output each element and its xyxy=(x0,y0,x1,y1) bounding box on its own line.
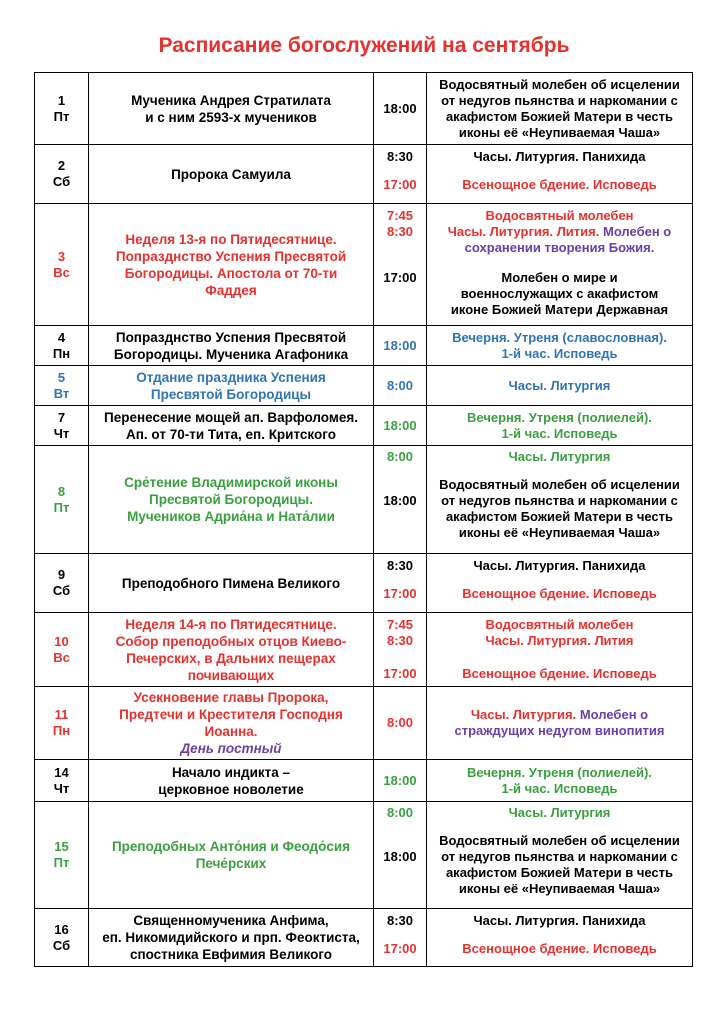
feast-line: Мучеников Адриа́на и Ната́лии xyxy=(127,509,335,524)
service-line: военнослужащих с акафистом xyxy=(460,286,659,301)
service-cell xyxy=(427,760,693,802)
service-part: Молебен о xyxy=(602,224,672,239)
day-number: 7 xyxy=(57,409,66,425)
day-number: 15 xyxy=(54,839,69,854)
time-cell xyxy=(374,687,427,760)
feast-line: Попразднство Успения Пресвятой xyxy=(115,329,347,345)
service-line: Всенощное бдение. Исповедь xyxy=(462,177,657,192)
time-cell xyxy=(374,613,427,687)
service-cell xyxy=(427,554,693,613)
weekday: Сб xyxy=(52,174,71,189)
service-line: Водосвятный молебен xyxy=(485,208,634,223)
time-cell xyxy=(374,204,427,326)
feast-line: Пече́рских xyxy=(195,856,267,871)
table-row xyxy=(35,73,693,145)
service-line: Вечерня. Утреня (полиелей). xyxy=(467,764,652,780)
table-row xyxy=(35,446,693,554)
feast-line: спостника Евфимия Великого xyxy=(129,947,333,962)
service-cell xyxy=(427,204,693,326)
service-line: Всенощное бдение. Исповедь xyxy=(462,586,657,601)
service-cell xyxy=(427,802,693,909)
weekday: Сб xyxy=(52,937,71,953)
feast-line: Пророка Самуила xyxy=(171,166,291,182)
weekday: Вс xyxy=(53,264,70,280)
service-line: иконы её «Неупиваемая Чаша» xyxy=(458,124,661,140)
feast-line: Неделя 13-я по Пятидесятнице. xyxy=(125,231,337,247)
service-line: иконы её «Неупиваемая Чаша» xyxy=(458,881,661,896)
day-cell xyxy=(35,613,89,687)
table-row xyxy=(35,145,693,204)
service-cell xyxy=(427,613,693,687)
table-row xyxy=(35,802,693,909)
service-line: 1-й час. Исповедь xyxy=(501,425,618,441)
day-number: 5 xyxy=(57,369,66,385)
day-cell xyxy=(35,204,89,326)
service-line: Часы. Литургия xyxy=(508,377,611,393)
time: 18:00 xyxy=(383,417,417,433)
feast-line: Отдание праздника Успения xyxy=(136,369,326,385)
service-line: Вечерня. Утреня (славословная). xyxy=(452,329,667,345)
service-part: Молебен о xyxy=(579,707,649,722)
service-line: акафистом Божией Матери в честь xyxy=(445,509,674,524)
weekday: Пт xyxy=(53,499,70,515)
feast-cell xyxy=(89,909,374,967)
feast-line: Фаддея xyxy=(205,282,257,298)
feast-line: почивающих xyxy=(187,667,275,683)
service-line: иконы её «Неупиваемая Чаша» xyxy=(458,525,661,540)
feast-line: Печерских, в Дальних пещерах xyxy=(126,650,336,666)
service-line: Молебен о мире и xyxy=(501,270,618,285)
time: 17:00 xyxy=(383,941,417,956)
feast-line: Богородицы. Апостола от 70-ти xyxy=(124,265,338,281)
feast-line: Собор преподобных отцов Киево- xyxy=(115,633,347,649)
feast-cell xyxy=(89,204,374,326)
table-row xyxy=(35,760,693,802)
time: 8:00 xyxy=(386,377,414,393)
day-number: 11 xyxy=(54,707,69,722)
service-line: Водосвятный молебен об исцелении xyxy=(439,833,680,848)
time-cell xyxy=(374,366,427,406)
table-row xyxy=(35,204,693,326)
feast-cell xyxy=(89,366,374,406)
weekday: Чт xyxy=(53,780,70,796)
day-number: 1 xyxy=(57,92,66,108)
feast-cell xyxy=(89,760,374,802)
day-cell xyxy=(35,760,89,802)
day-number: 2 xyxy=(57,158,66,173)
service-cell xyxy=(427,406,693,446)
service-line: Часы. Литургия. Панихида xyxy=(473,913,646,928)
time-cell xyxy=(374,760,427,802)
service-line: 1-й час. Исповедь xyxy=(501,345,618,361)
feast-cell xyxy=(89,687,374,760)
time: 8:30 xyxy=(386,913,414,928)
service-cell xyxy=(427,366,693,406)
time: 8:30 xyxy=(386,149,414,164)
service-line: Вечерня. Утреня (полиелей). xyxy=(467,409,652,425)
service-line: страждущих недугом винопития xyxy=(454,723,665,738)
table-row xyxy=(35,366,693,406)
day-cell xyxy=(35,554,89,613)
time-cell xyxy=(374,802,427,909)
day-number: 16 xyxy=(54,921,69,937)
feast-cell xyxy=(89,802,374,909)
weekday: Вс xyxy=(53,649,70,665)
weekday: Пн xyxy=(52,723,71,738)
feast-line: Неделя 14-я по Пятидесятнице. xyxy=(125,616,337,632)
feast-line: Ап. от 70-ти Тита, еп. Критского xyxy=(126,426,336,442)
feast-line: Священномученика Анфима, xyxy=(133,913,329,928)
feast-line: Преподобного Пимена Великого xyxy=(121,575,341,591)
feast-line: Мученика Андрея Стратилата xyxy=(131,92,331,108)
fast-day-note: День постный xyxy=(180,741,282,756)
time: 8:30 xyxy=(386,558,414,573)
feast-cell xyxy=(89,73,374,145)
time-cell xyxy=(374,909,427,967)
feast-line: Начало индикта – xyxy=(171,764,291,780)
time-cell xyxy=(374,73,427,145)
feast-line: церковное новолетие xyxy=(158,781,304,797)
day-number: 4 xyxy=(57,329,66,345)
day-cell xyxy=(35,73,89,145)
service-line: от недугов пьянства и наркомании с xyxy=(441,92,678,108)
day-number: 14 xyxy=(54,764,69,780)
service-part: Часы. Литургия. xyxy=(470,707,577,722)
feast-cell xyxy=(89,554,374,613)
feast-line: Преподобных Анто́ния и Феодо́сия xyxy=(111,839,351,854)
feast-cell xyxy=(89,326,374,366)
time-cell xyxy=(374,326,427,366)
day-number: 10 xyxy=(54,633,69,649)
service-line: Всенощное бдение. Исповедь xyxy=(462,941,657,956)
service-cell xyxy=(427,145,693,204)
weekday: Вт xyxy=(53,385,70,401)
service-line: 1-й час. Исповедь xyxy=(501,780,618,796)
feast-cell xyxy=(89,145,374,204)
time: 17:00 xyxy=(383,270,417,285)
feast-line: Перенесение мощей ап. Варфоломея. xyxy=(104,409,358,425)
time: 8:30 xyxy=(386,633,414,648)
service-cell xyxy=(427,446,693,554)
service-line: сохранении творения Божия. xyxy=(464,240,655,255)
service-line: Часы. Литургия. Лития xyxy=(485,633,634,648)
day-number: 9 xyxy=(57,567,66,582)
time: 17:00 xyxy=(383,586,417,601)
day-cell xyxy=(35,145,89,204)
time-cell xyxy=(374,145,427,204)
feast-cell xyxy=(89,613,374,687)
day-cell xyxy=(35,366,89,406)
time-cell xyxy=(374,446,427,554)
feast-line: Пресвятой Богородицы. xyxy=(149,492,313,507)
schedule-table xyxy=(34,72,693,967)
table-row xyxy=(35,909,693,967)
service-line xyxy=(430,707,689,723)
service-line: от недугов пьянства и наркомании с xyxy=(441,849,678,864)
table-row xyxy=(35,554,693,613)
feast-line: Попразднство Успения Пресвятой xyxy=(115,248,347,264)
feast-cell xyxy=(89,406,374,446)
time-cell xyxy=(374,554,427,613)
feast-line: и с ним 2593-х мучеников xyxy=(145,109,317,125)
service-line: Часы. Литургия. Панихида xyxy=(473,149,646,164)
day-cell xyxy=(35,687,89,760)
service-cell xyxy=(427,326,693,366)
service-cell xyxy=(427,73,693,145)
service-line xyxy=(430,224,689,240)
feast-line: Пресвятой Богородицы xyxy=(150,386,312,402)
time: 18:00 xyxy=(383,493,417,508)
time: 8:00 xyxy=(386,449,414,464)
feast-line: Сре́тение Владимирской иконы xyxy=(124,475,338,490)
service-line: акафистом Божией Матери в честь xyxy=(445,865,674,880)
time: 18:00 xyxy=(383,337,417,353)
time: 8:00 xyxy=(386,805,414,820)
day-cell xyxy=(35,802,89,909)
day-cell xyxy=(35,406,89,446)
page-title: Расписание богослужений на сентябрь xyxy=(158,34,570,57)
service-line: Часы. Литургия. Панихида xyxy=(473,558,646,573)
time: 7:45 xyxy=(386,617,414,632)
table-row xyxy=(35,326,693,366)
time-cell xyxy=(374,406,427,446)
service-line: Водосвятный молебен об исцелении xyxy=(439,477,680,492)
feast-cell xyxy=(89,446,374,554)
service-cell xyxy=(427,909,693,967)
time: 17:00 xyxy=(383,666,417,681)
table-row xyxy=(35,406,693,446)
weekday: Пн xyxy=(52,345,71,361)
time: 8:00 xyxy=(386,715,414,730)
day-cell xyxy=(35,326,89,366)
service-part: Часы. Литургия. Лития. xyxy=(447,224,600,239)
service-line: акафистом Божией Матери в честь xyxy=(445,108,674,124)
service-line: Водосвятный молебен xyxy=(485,617,634,632)
weekday: Сб xyxy=(52,583,71,598)
time: 7:45 xyxy=(386,208,414,223)
service-line: иконе Божией Матери Державная xyxy=(450,302,669,317)
feast-line: Усекновение главы Пророка, xyxy=(133,690,329,705)
day-number: 8 xyxy=(57,483,66,499)
service-line: Водосвятный молебен об исцелении xyxy=(439,76,680,92)
time: 17:00 xyxy=(383,177,417,192)
weekday: Чт xyxy=(53,425,70,441)
time: 8:30 xyxy=(386,224,414,239)
feast-line: еп. Никомидийского и прп. Феоктиста, xyxy=(102,930,360,945)
feast-line: Богородицы. Мученика Агафоника xyxy=(113,346,349,362)
service-line: Часы. Литургия xyxy=(508,449,611,464)
table-row xyxy=(35,613,693,687)
time: 18:00 xyxy=(383,849,417,864)
service-line: от недугов пьянства и наркомании с xyxy=(441,493,678,508)
day-cell xyxy=(35,909,89,967)
weekday: Пт xyxy=(53,855,70,870)
day-number: 3 xyxy=(57,248,66,264)
time: 18:00 xyxy=(383,772,417,788)
service-cell xyxy=(427,687,693,760)
day-cell xyxy=(35,446,89,554)
time: 18:00 xyxy=(383,100,417,116)
table-row xyxy=(35,687,693,760)
weekday: Пт xyxy=(53,108,70,124)
service-line: Всенощное бдение. Исповедь xyxy=(462,666,657,681)
service-line: Часы. Литургия xyxy=(508,805,611,820)
feast-line: Предтечи и Крестителя Господня xyxy=(119,707,343,722)
feast-line: Иоанна. xyxy=(204,724,258,739)
